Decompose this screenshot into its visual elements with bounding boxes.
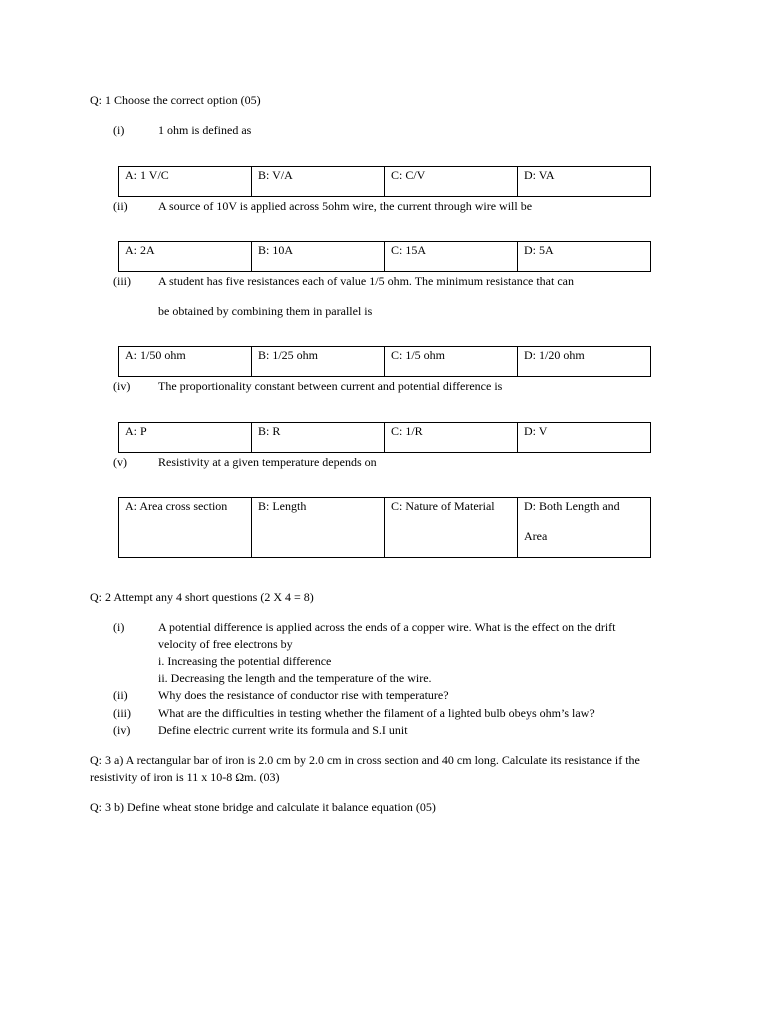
q1-options-table bbox=[118, 422, 651, 453]
option-d bbox=[518, 498, 651, 558]
option-b: B: Length bbox=[252, 498, 385, 558]
option-d-line2: Area bbox=[524, 529, 548, 543]
q2-item-line: velocity of free electrons by bbox=[158, 637, 293, 651]
option-d: D: 5A bbox=[518, 242, 651, 272]
option-a: A: 2A bbox=[119, 242, 252, 272]
option-d-line1: D: Both Length and bbox=[524, 499, 620, 513]
q2-item-number: (iv) bbox=[113, 723, 131, 737]
q3b-question: Q: 3 b) Define wheat stone bridge and calculate it balance equation (05) bbox=[90, 800, 436, 814]
option-a: A: 1/50 ohm bbox=[119, 347, 252, 377]
option-c: C: 15A bbox=[385, 242, 518, 272]
q2-item-line: i. Increasing the potential difference bbox=[158, 654, 332, 668]
q1-heading: Q: 1 Choose the correct option (05) bbox=[90, 93, 261, 107]
option-b: B: 10A bbox=[252, 242, 385, 272]
q1-options-table bbox=[118, 497, 651, 558]
q1-item-question: 1 ohm is defined as bbox=[158, 123, 252, 137]
option-d: D: 1/20 ohm bbox=[518, 347, 651, 377]
option-b: B: V/A bbox=[252, 167, 385, 197]
q2-heading: Q: 2 Attempt any 4 short questions (2 X 4 = 8) bbox=[90, 590, 314, 604]
option-c: C: C/V bbox=[385, 167, 518, 197]
q2-item-number: (i) bbox=[113, 620, 125, 634]
q2-item-line: Define electric current write its formula and S.I unit bbox=[158, 723, 408, 737]
q1-item-number: (i) bbox=[113, 123, 125, 137]
option-c: C: Nature of Material bbox=[385, 498, 518, 558]
option-d: D: V bbox=[518, 423, 651, 453]
q1-item-question: A student has five resistances each of value 1/5 ohm. The minimum resistance that can bbox=[158, 274, 574, 288]
q1-options-table bbox=[118, 346, 651, 377]
q1-item-number: (v) bbox=[113, 455, 127, 469]
option-b: B: 1/25 ohm bbox=[252, 347, 385, 377]
q1-item-number: (iv) bbox=[113, 379, 131, 393]
option-a: A: 1 V/C bbox=[119, 167, 252, 197]
q1-item-question: The proportionality constant between current and potential difference is bbox=[158, 379, 503, 393]
q2-item-number: (ii) bbox=[113, 688, 128, 702]
option-a: A: Area cross section bbox=[119, 498, 252, 558]
q1-options-table bbox=[118, 241, 651, 272]
q1-item-question: Resistivity at a given temperature depends on bbox=[158, 455, 377, 469]
q2-item-line: ii. Decreasing the length and the temperature of the wire. bbox=[158, 671, 432, 685]
option-c: C: 1/5 ohm bbox=[385, 347, 518, 377]
q1-item-number: (iii) bbox=[113, 274, 131, 288]
q1-options-table bbox=[118, 166, 651, 197]
q3a-question: Q: 3 a) A rectangular bar of iron is 2.0 cm by 2.0 cm in cross section and 40 cm long. Calculate its resistance if the resistivity of iron is 11 x 10-8 Ωm. (03) bbox=[90, 753, 640, 784]
q2-item-number: (iii) bbox=[113, 706, 131, 720]
q2-item-line: A potential difference is applied across the ends of a copper wire. What is the effect on the drift bbox=[158, 620, 616, 634]
option-b: B: R bbox=[252, 423, 385, 453]
option-c: C: 1/R bbox=[385, 423, 518, 453]
option-a: A: P bbox=[119, 423, 252, 453]
q1-item-number: (ii) bbox=[113, 199, 128, 213]
q1-item-question: A source of 10V is applied across 5ohm wire, the current through wire will be bbox=[158, 199, 533, 213]
q1-item-question-line2: be obtained by combining them in parallel is bbox=[158, 304, 373, 318]
option-d: D: VA bbox=[518, 167, 651, 197]
q2-item-line: Why does the resistance of conductor rise with temperature? bbox=[158, 688, 449, 702]
q2-item-line: What are the difficulties in testing whether the filament of a lighted bulb obeys ohm’s law? bbox=[158, 706, 595, 720]
